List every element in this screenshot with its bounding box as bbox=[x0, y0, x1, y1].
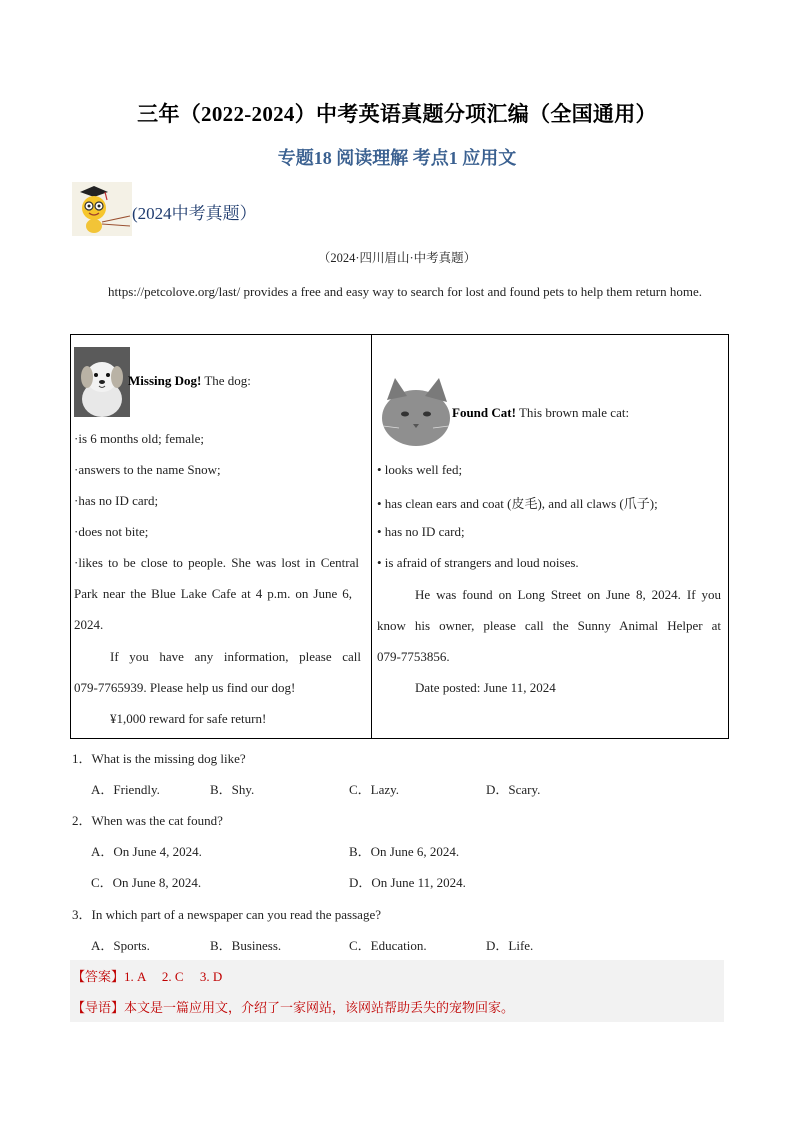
document-title: 三年（2022-2024）中考英语真题分项汇编（全国通用） bbox=[137, 102, 657, 126]
question-option[interactable]: C．Lazy. bbox=[349, 782, 400, 797]
cat-heading: Found Cat! bbox=[452, 405, 516, 420]
dog-bullet: ·is 6 months old; female; bbox=[74, 431, 204, 446]
dog-description-line: 2024. bbox=[74, 617, 104, 632]
answer-label: 【答案】 bbox=[72, 969, 125, 984]
passage-intro: https://petcolove.org/last/ provides a free and easy way to search for lost and found pets to help them return home. bbox=[108, 284, 702, 299]
dog-bullet: ·answers to the name Snow; bbox=[74, 462, 221, 477]
section-tag: (2024中考真题） bbox=[132, 204, 257, 223]
topic-subtitle: 专题18 阅读理解 考点1 应用文 bbox=[277, 148, 517, 168]
dog-bullet: ·does not bite; bbox=[74, 524, 149, 539]
dog-bullet: ·has no ID card; bbox=[74, 493, 159, 508]
cat-heading-line bbox=[452, 405, 629, 421]
question-option[interactable]: B．Shy. bbox=[210, 782, 255, 797]
scholar-mascot-icon bbox=[72, 182, 132, 236]
dog-description-line: Park near the Blue Lake Cafe at 4 p.m. on June 6, bbox=[74, 586, 352, 601]
notice-table bbox=[70, 334, 729, 739]
answer-line bbox=[72, 966, 222, 985]
question-option[interactable]: B．On June 6, 2024. bbox=[349, 844, 460, 859]
cat-bullet: • has no ID card; bbox=[377, 524, 465, 539]
cat-found-line: He was found on Long Street on June 8, 2024. If you bbox=[415, 587, 721, 602]
cat-heading-rest: This brown male cat: bbox=[515, 405, 630, 420]
question-stem: 3．In which part of a newspaper can you read the passage? bbox=[72, 907, 381, 922]
question-option[interactable]: C．On June 8, 2024. bbox=[91, 875, 202, 890]
answer-box bbox=[70, 960, 724, 1022]
cat-found-line: know his owner, please call the Sunny Animal Helper at bbox=[377, 618, 721, 633]
question-option[interactable]: C．Education. bbox=[349, 938, 427, 953]
question-option[interactable]: B．Business. bbox=[210, 938, 282, 953]
cat-photo bbox=[379, 376, 453, 448]
guide-line bbox=[72, 997, 514, 1016]
dog-heading-line bbox=[128, 373, 251, 389]
question-option[interactable]: A．Friendly. bbox=[91, 782, 160, 797]
passage-source: （2024·四川眉山·中考真题） bbox=[317, 251, 477, 265]
cat-found-line: 079-7753856. bbox=[377, 649, 450, 664]
cat-bullet: • looks well fed; bbox=[377, 462, 463, 477]
found-cat-notice bbox=[372, 335, 728, 738]
guide-label: 【导语】 bbox=[72, 1000, 125, 1015]
cat-date-posted: Date posted: June 11, 2024 bbox=[415, 680, 556, 695]
question-stem: 1．What is the missing dog like? bbox=[72, 751, 246, 766]
question-stem: 2．When was the cat found? bbox=[72, 813, 223, 828]
question-option[interactable]: D．On June 11, 2024. bbox=[349, 875, 466, 890]
guide-text: 本文是一篇应用文，介绍了一家网站，该网站帮助丢失的宠物回家。 bbox=[124, 1000, 515, 1015]
dog-reward: ¥1,000 reward for safe return! bbox=[110, 711, 267, 726]
dog-info-line: If you have any information, please call bbox=[110, 649, 361, 664]
missing-dog-notice bbox=[71, 335, 371, 738]
cat-bullet: • has clean ears and coat (皮毛), and all claws (爪子); bbox=[377, 496, 658, 511]
question-option[interactable]: A．On June 4, 2024. bbox=[91, 844, 202, 859]
cat-bullet: • is afraid of strangers and loud noises. bbox=[377, 555, 579, 570]
answer-text: 1. A 2. C 3. D bbox=[124, 969, 223, 984]
dog-info-line: 079-7765939. Please help us find our dog! bbox=[74, 680, 296, 695]
question-option[interactable]: D．Scary. bbox=[486, 782, 541, 797]
dog-description-line: ·likes to be close to people. She was lost in Central bbox=[74, 555, 359, 570]
dog-photo bbox=[74, 347, 130, 417]
dog-heading: Missing Dog! bbox=[128, 373, 202, 388]
question-option[interactable]: A．Sports. bbox=[91, 938, 150, 953]
dog-heading-rest: The dog: bbox=[201, 373, 251, 388]
question-option[interactable]: D．Life. bbox=[486, 938, 534, 953]
